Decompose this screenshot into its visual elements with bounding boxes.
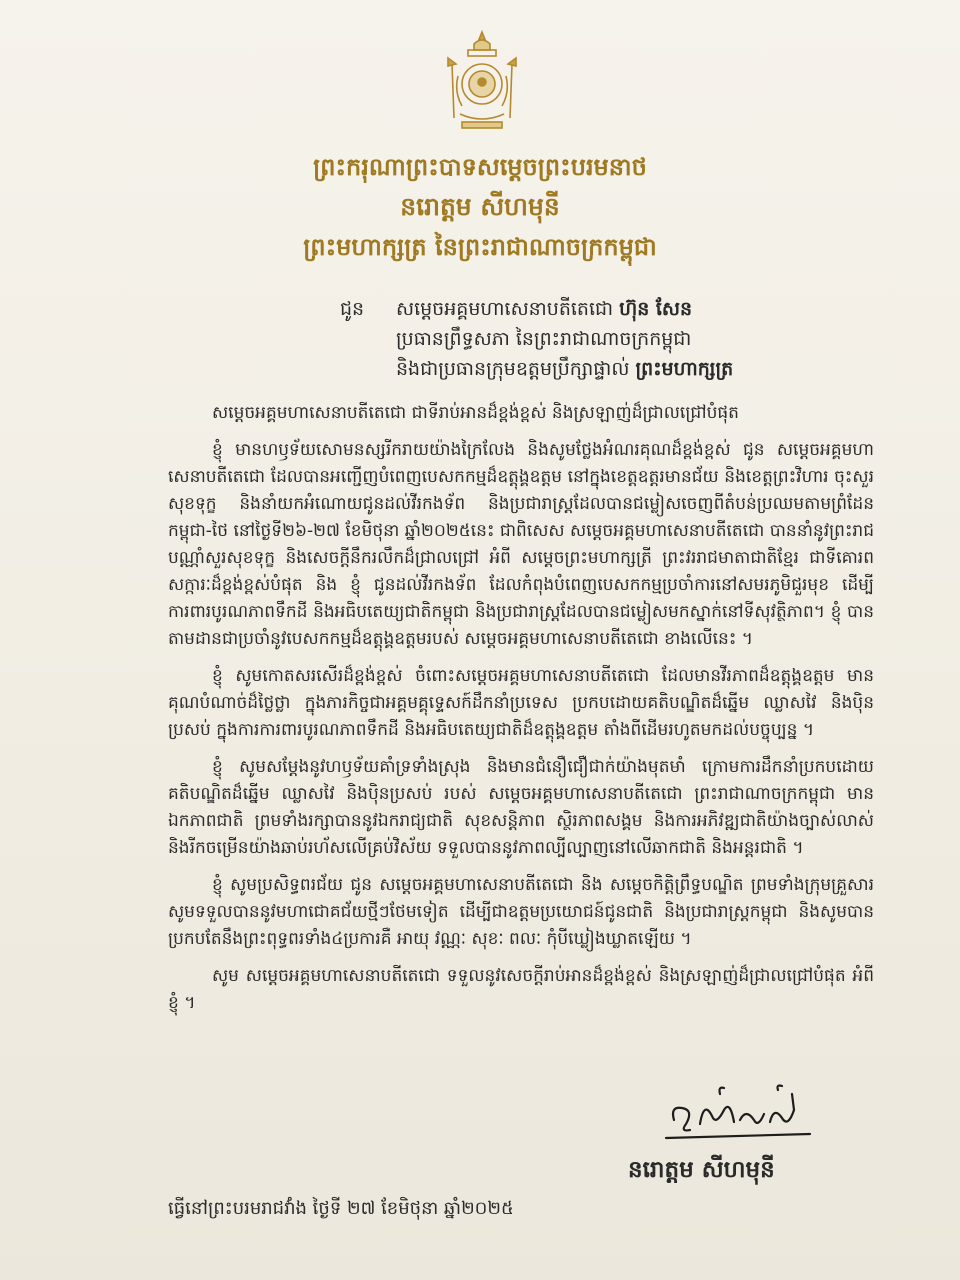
signatory-name: នរោត្តម សីហមុនី [628, 1157, 775, 1183]
address-line-1 [396, 294, 956, 324]
addressee-title: សម្តេចអគ្គមហាសេនាបតីតេជោ [396, 298, 620, 320]
addressee-name: ហ៊ុន សែន [619, 298, 693, 320]
body-paragraph-3: ខ្ញុំ សូមសម្តែងនូវហឫទ័យគាំទ្រទាំងស្រុង និងមានជំនឿជឿជាក់យ៉ាងមុតមាំ ក្រោមការដឹកនាំប្រកបដោយគតិបណ្ឌិតដ៏ឆ្នើម ឈ្លាសវៃ និងប៉ិនប្រសប់ របស់ សម្តេចអគ្គមហាសេនាបតីតេជោ ព្រះរាជាណាចក្រកម្ពុជា មានឯកភាពជាតិ ព្រមទាំងរក្សាបាននូវឯករាជ្យជាតិ សុខសន្តិភាព ស្ថិរភាពសង្គម និងការអភិវឌ្ឍជាតិយ៉ាងច្បាស់លាស់ និងរីកចម្រើនយ៉ាងឆាប់រហ័សលើគ្រប់វិស័យ ទទួលបាននូវភាពល្បីល្បាញនៅលើឆាកជាតិ និងអន្តរជាតិ ។ [168, 757, 874, 858]
address-line-3 [396, 354, 956, 384]
address-line-3-title: ព្រះមហាក្សត្រ [635, 358, 734, 380]
address-line-2: ប្រធានព្រឹទ្ធសភា នៃព្រះរាជាណាចក្រកម្ពុជា [396, 328, 692, 350]
address-lines [396, 294, 956, 384]
body-paragraph-4: ខ្ញុំ សូមប្រសិទ្ធពរជ័យ ជូន សម្តេចអគ្គមហាសេនាបតីតេជោ និង សម្តេចកិត្តិព្រឹទ្ធបណ្ឌិត ព្រមទាំងក្រុមគ្រួសារ សូមទទួលបាននូវមហាជោគជ័យថ្មីៗថែមទៀត ដើម្បីជាឧត្តមប្រយោជន៍ជូនជាតិ និងប្រជារាស្ត្រកម្ពុជា និងសូមបានប្រកបតែនឹងព្រះពុទ្ធពរទាំង៤ប្រការគឺ អាយុ វណ្ណៈ សុខៈ ពលៈ កុំបីឃ្លៀងឃ្លាតឡើយ ។ [168, 875, 874, 949]
body-paragraph-2: ខ្ញុំ សូមកោតសរសើរដ៏ខ្ពង់ខ្ពស់ ចំពោះសម្តេចអគ្គមហាសេនាបតីតេជោ ដែលមានវីរភាពដ៏ឧត្តុង្គឧត្តម មានគុណបំណាច់ដ៏ថ្លៃថ្លា ក្នុងភារកិច្ចជាអគ្គមគ្គុទ្ទេសក៍ដឹកនាំប្រទេស ប្រកបដោយគតិបណ្ឌិតដ៏ឆ្នើម ឈ្លាសវៃ និងប៉ិនប្រសប់ ក្នុងការការពារបូរណភាពទឹកដី និងអធិបតេយ្យជាតិដ៏ឧត្តុង្គឧត្តម តាំងពីដើមរហូតមកដល់បច្ចុប្បន្ន ។ [168, 666, 874, 740]
title-line-2-name: នរោត្តម សីហមុនី [400, 192, 560, 221]
date-place-line: ធ្វើនៅព្រះបរមរាជវាំង ថ្ងៃទី ២៧ ខែមិថុនា ឆ្នាំ២០២៥ [168, 1198, 514, 1219]
address-to-label: ជូន [340, 298, 365, 320]
title-line-1: ព្រះករុណាព្រះបាទសម្តេចព្រះបរមនាថ [313, 153, 647, 181]
salutation: សម្តេចអគ្គមហាសេនាបតីតេជោ ជាទីរាប់អានដ៏ខ្ពង់ខ្ពស់ និងស្រឡាញ់ដ៏ជ្រាលជ្រៅបំផុត [212, 403, 739, 423]
address-line-3-text: និងជាប្រធានក្រុមឧត្តមប្រឹក្សាផ្ទាល់ [396, 358, 636, 380]
body-paragraph-5: សូម សម្តេចអគ្គមហាសេនាបតីតេជោ ទទួលនូវសេចក្តីរាប់អានដ៏ខ្ពង់ខ្ពស់ និងស្រឡាញ់ដ៏ជ្រាលជ្រៅបំផុត អំពីខ្ញុំ ។ [168, 966, 874, 1013]
body-paragraph-1: ខ្ញុំ មានហឫទ័យសោមនស្សរីករាយយ៉ាងក្រៃលែង និងសូមថ្លែងអំណរគុណដ៏ខ្ពង់ខ្ពស់ ជូន សម្តេចអគ្គមហាសេនាបតីតេជោ ដែលបានអញ្ជើញបំពេញបេសកកម្មដ៏ឧត្តុង្គឧត្តម នៅក្នុងខេត្តឧត្តរមានជ័យ និងខេត្តព្រះវិហារ ចុះសួរសុខទុក្ខ និងនាំយកអំណោយជូនដល់វីរកងទ័ព និងប្រជារាស្ត្រដែលបានជម្លៀសចេញពីតំបន់ប្រឈមតាមព្រំដែនកម្ពុជា-ថៃ នៅថ្ងៃទី២៦-២៧ ខែមិថុនា ឆ្នាំ២០២៥នេះ ជាពិសេស សម្តេចអគ្គមហាសេនាបតីតេជោ បាននាំនូវព្រះរាជបណ្ណាំសួរសុខទុក្ខ និងសេចក្តីនឹករលឹកដ៏ជ្រាលជ្រៅ អំពី សម្តេចព្រះមហាក្សត្រី ព្រះវររាជមាតាជាតិខ្មែរ ជាទីគោរពសក្ការៈដ៏ខ្ពង់ខ្ពស់បំផុត និង ខ្ញុំ ជូនដល់វីរកងទ័ព ដែលកំពុងបំពេញបេសកកម្មប្រចាំការនៅសមរភូមិជួរមុខ ដើម្បីការពារបូរណភាពទឹកដី និងអធិបតេយ្យជាតិកម្ពុជា និងប្រជារាស្ត្រដែលបានជម្លៀសមកស្នាក់នៅទីសុវត្ថិភាព។ ខ្ញុំ បានតាមដានជាប្រចាំនូវបេសកកម្មដ៏ឧត្តុង្គឧត្តមរបស់ សម្តេចអគ្គមហាសេនាបតីតេជោ ខាងលើនេះ ។ [168, 440, 874, 649]
letter-body [168, 400, 874, 1027]
title-line-3: ព្រះមហាក្សត្រ នៃព្រះរាជាណាចក្រកម្ពុជា [303, 233, 657, 261]
royal-seal-emblem [432, 28, 532, 138]
handwritten-signature [660, 1080, 830, 1144]
